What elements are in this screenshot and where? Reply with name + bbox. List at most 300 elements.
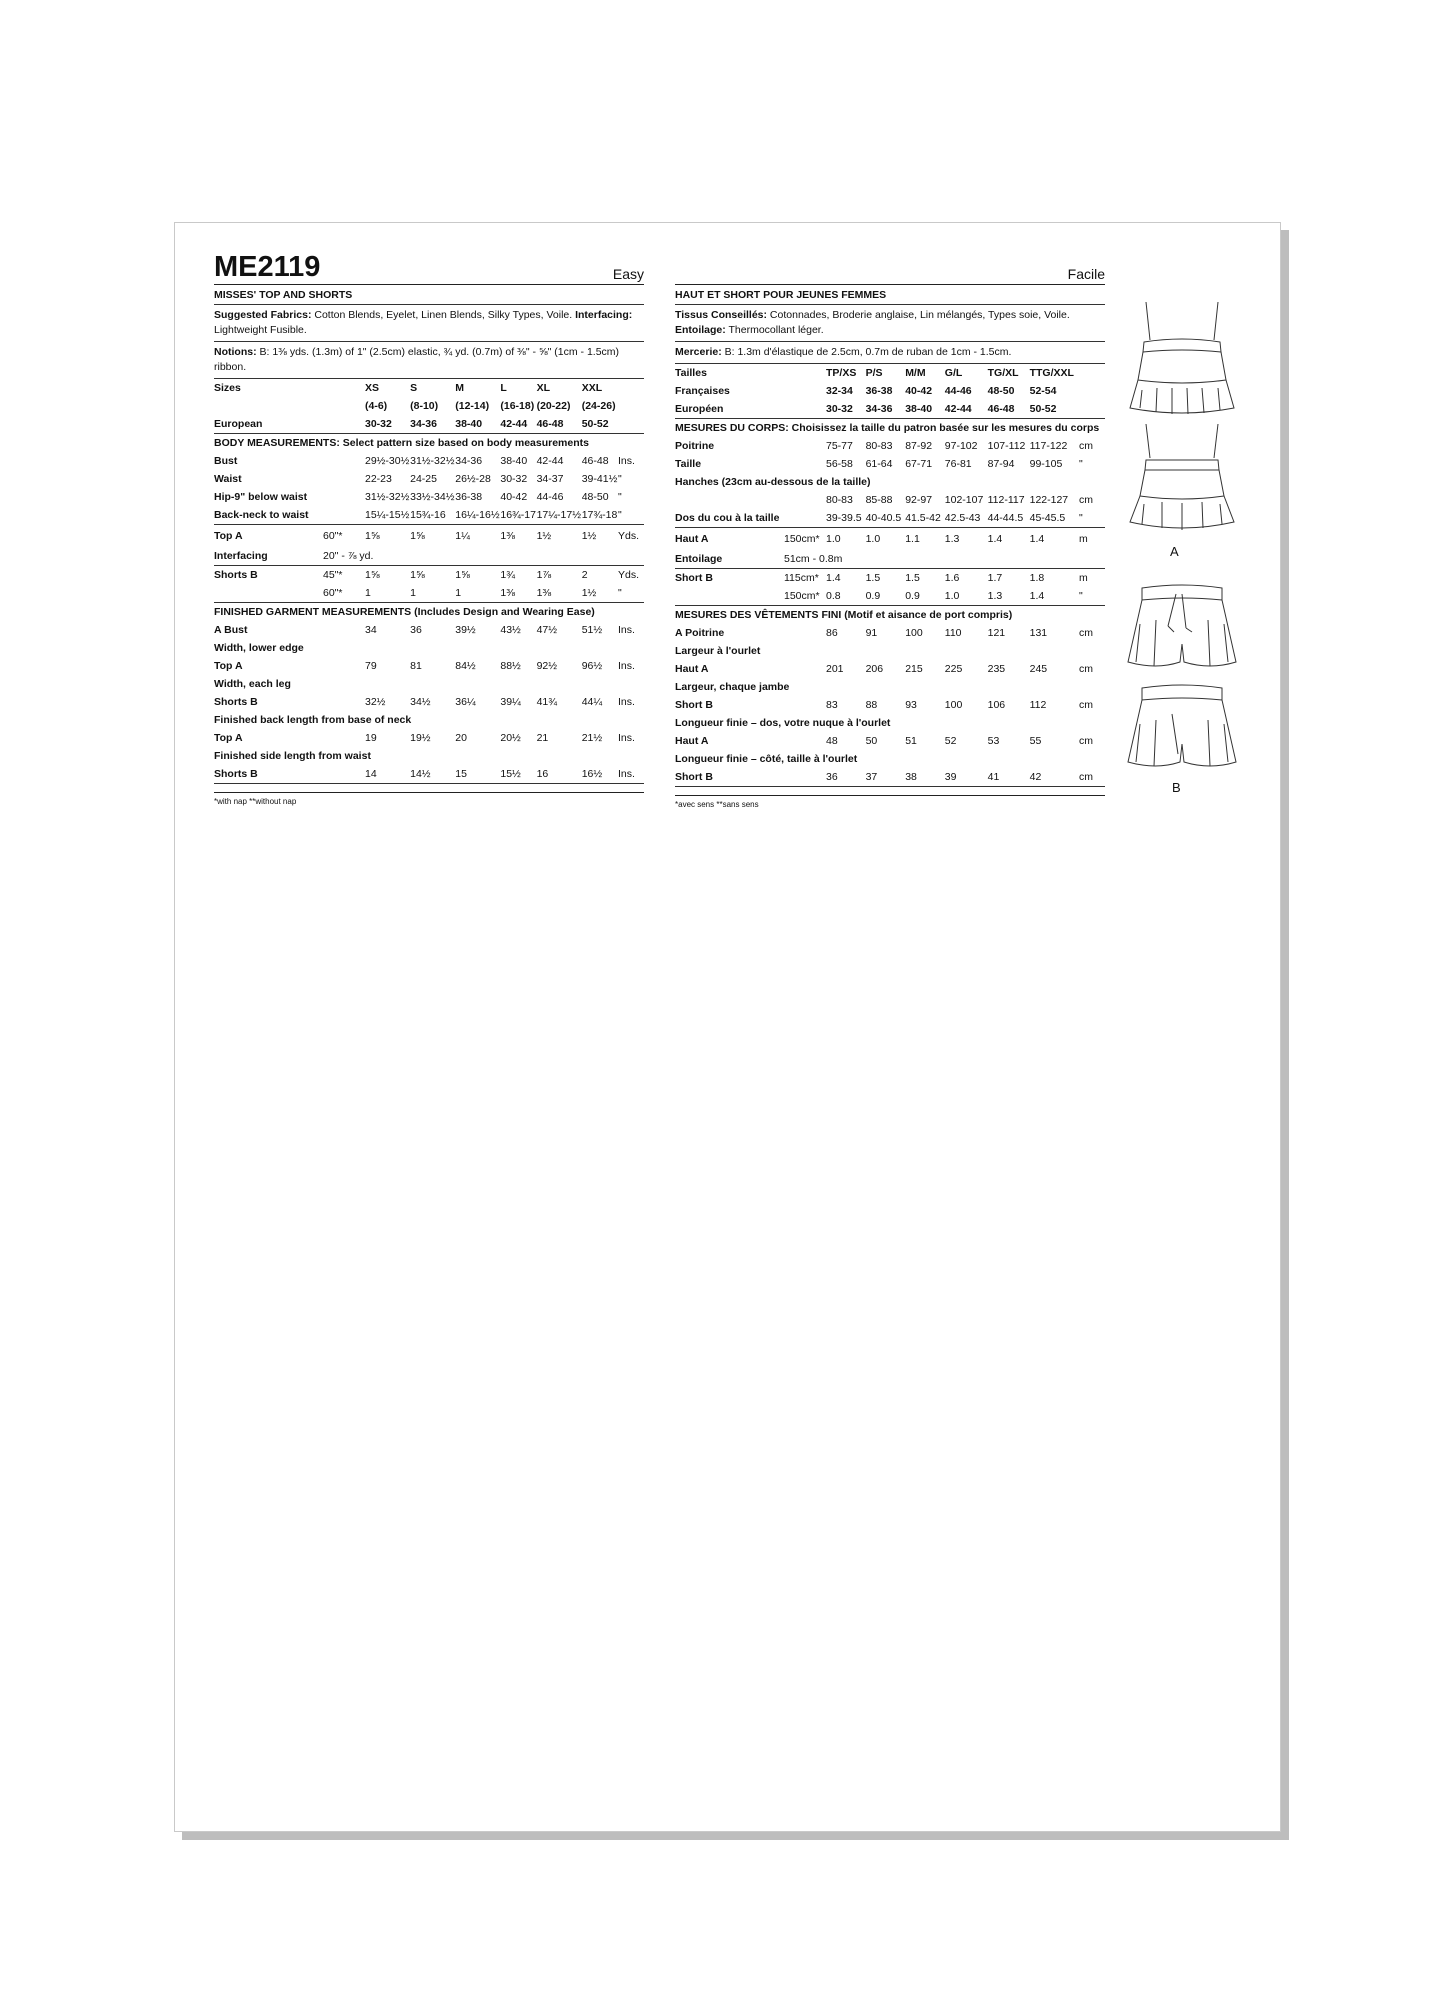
- row-label: Short B: [675, 571, 713, 584]
- yardage-row: [214, 525, 644, 547]
- row-label: Dos du cou à la taille: [675, 509, 784, 528]
- unit-label: cm: [1079, 768, 1105, 787]
- size-value: 26½-28: [455, 473, 491, 485]
- size-value: 24-25: [410, 473, 437, 485]
- size-value: 215: [905, 662, 923, 675]
- footnote: *with nap **without nap: [214, 792, 644, 806]
- size-value: 0.9: [866, 587, 906, 606]
- size-value: 15¼-15½: [365, 506, 410, 525]
- size-value: 61-64: [865, 458, 893, 470]
- size-value: 1⅜: [537, 584, 582, 603]
- sizes-row: [214, 379, 644, 397]
- interfacing-value: 51cm - 0.8m: [784, 550, 1105, 569]
- size-header: TP/XS: [826, 367, 857, 379]
- notions-label-fr: Mercerie:: [675, 346, 722, 358]
- size-value: 1⅝: [365, 568, 380, 581]
- view-a-illustrations: [1122, 300, 1242, 559]
- size-value: 44¼: [581, 695, 603, 708]
- size-value: 80-83: [826, 494, 853, 506]
- interfacing-text: Lightweight Fusible.: [214, 324, 307, 336]
- european-label: European: [214, 415, 323, 434]
- size-value: 1.5: [865, 571, 881, 584]
- size-number: (16-18): [500, 400, 535, 412]
- size-value: 39½: [455, 623, 476, 636]
- section-heading: [675, 419, 1105, 438]
- unit-label: ": [618, 506, 644, 525]
- size-value: 1½: [536, 529, 552, 542]
- row-label: Top A: [214, 529, 243, 542]
- unit-label: cm: [1079, 626, 1093, 639]
- european-size: 34-36: [410, 415, 455, 434]
- size-value: 1⅜: [500, 584, 536, 603]
- size-value: 21: [536, 731, 549, 744]
- measurement-heading: Width, lower edge: [214, 641, 304, 654]
- body-measurements-heading: BODY MEASUREMENTS: Select pattern size based on body measurements: [214, 437, 589, 449]
- fabric-width: [323, 470, 365, 488]
- size-value: 92-97: [905, 494, 933, 506]
- size-value: 85-88: [865, 494, 893, 506]
- size-number: 32-34: [826, 385, 853, 397]
- size-value: 47½: [536, 623, 558, 636]
- row-label: Poitrine: [675, 440, 715, 452]
- title-row-fr: [675, 250, 1105, 285]
- size-value: 14½: [410, 765, 455, 784]
- fabric-width: 60"*: [323, 584, 365, 603]
- spacer: [618, 379, 644, 397]
- measurement-heading: Finished side length from waist: [214, 749, 371, 762]
- title-row: [214, 250, 644, 285]
- size-value: 36: [410, 623, 422, 636]
- fabrics-label: Suggested Fabrics:: [214, 309, 312, 321]
- size-value: 39¼: [500, 695, 521, 708]
- measurement-heading-row: [675, 714, 1105, 732]
- fabric-width: [784, 437, 826, 455]
- row-label: Shorts B: [214, 765, 323, 784]
- spacer: [784, 400, 826, 419]
- size-value: 1.0: [865, 532, 881, 545]
- interfacing-row: [675, 550, 1105, 569]
- row-label: Waist: [214, 473, 242, 485]
- size-value: 1⅝: [455, 568, 470, 581]
- size-value: 122-127: [1029, 494, 1069, 506]
- row-label: [675, 587, 784, 606]
- size-value: 1.4: [826, 571, 841, 584]
- interfacing-label: Entoilage: [675, 550, 784, 569]
- size-value: 33½-34½: [410, 491, 455, 503]
- size-value: 48: [826, 734, 838, 747]
- size-value: 1.5: [905, 571, 920, 584]
- pattern-subtitle: MISSES' TOP AND SHORTS: [214, 285, 644, 305]
- european-size: 46-48: [537, 415, 582, 434]
- unit-label: ": [618, 491, 622, 503]
- size-number: 44-46: [944, 385, 972, 397]
- row-label: Back-neck to waist: [214, 506, 323, 525]
- size-value: 99-105: [1029, 458, 1063, 470]
- measurement-heading-row: [214, 747, 644, 765]
- size-value: 14: [365, 765, 410, 784]
- spacer: [618, 397, 644, 415]
- size-value: 117-122: [1029, 440, 1068, 452]
- size-value: 1.7: [987, 571, 1003, 584]
- size-value: 225: [944, 662, 963, 675]
- unit-label: Ins.: [618, 659, 635, 672]
- size-header: TTG/XXL: [1029, 367, 1074, 379]
- size-value: 48-50: [581, 491, 609, 503]
- size-value: 88½: [500, 659, 521, 672]
- sizes-label: Sizes: [214, 382, 241, 394]
- fabric-width: [323, 693, 365, 711]
- finished-row: [214, 765, 644, 784]
- size-value: 121: [987, 626, 1006, 639]
- row-label: Shorts B: [214, 695, 258, 708]
- size-number: (4-6): [365, 400, 388, 412]
- difficulty-level-fr: Facile: [1067, 266, 1105, 282]
- pattern-code: ME2119: [214, 251, 321, 283]
- unit-label: Yds.: [618, 568, 640, 581]
- row-label: Top A: [214, 731, 243, 744]
- size-value: 1.1: [905, 532, 920, 545]
- unit-label: Ins.: [618, 695, 635, 708]
- spacer: [618, 415, 644, 434]
- size-value: 106: [987, 698, 1006, 711]
- spacer: [1079, 400, 1105, 419]
- measurement-heading-row: [214, 675, 644, 693]
- size-value: 55: [1029, 734, 1042, 747]
- size-value: 87-92: [905, 440, 933, 452]
- size-header: L: [500, 382, 507, 394]
- size-value: 53: [987, 734, 1000, 747]
- size-value: 88: [865, 698, 878, 711]
- shorts-b-drawing: [1122, 584, 1242, 784]
- section-heading: [214, 602, 644, 621]
- size-value: 36-38: [455, 491, 483, 503]
- size-value: 1.4: [987, 532, 1003, 545]
- body-row: [675, 491, 1105, 509]
- fabric-width: [784, 696, 826, 714]
- row-label: Top A: [214, 659, 243, 672]
- size-value: 44-44.5: [988, 509, 1030, 528]
- size-value: 76-81: [944, 458, 972, 470]
- size-value: 56-58: [826, 458, 853, 470]
- sizes-row: [675, 364, 1105, 382]
- row-label: Haut A: [675, 734, 709, 747]
- size-value: 1.4: [1029, 532, 1045, 545]
- finished-row: [214, 729, 644, 747]
- size-value: 36¼: [455, 695, 476, 708]
- row-label: Haut A: [675, 532, 709, 545]
- spacer: [323, 379, 365, 397]
- top-a-drawing: [1122, 300, 1242, 540]
- size-value: 16¼-16½: [455, 506, 500, 525]
- size-numbers-row: [214, 397, 644, 415]
- row-label: Short B: [675, 698, 713, 711]
- size-value: 1: [410, 584, 455, 603]
- row-label: A Poitrine: [675, 626, 725, 639]
- size-number: 36-38: [865, 385, 893, 397]
- fabric-width: [784, 660, 826, 678]
- yardage-row: [214, 584, 644, 603]
- size-value: 110: [944, 626, 962, 639]
- size-value: 1.8: [1029, 571, 1045, 584]
- size-value: 131: [1029, 626, 1048, 639]
- notions-paragraph-fr: [675, 342, 1105, 364]
- size-value: 1: [365, 584, 410, 603]
- size-value: 20½: [500, 731, 521, 744]
- row-label: Shorts B: [214, 568, 258, 581]
- size-value: 21½: [581, 731, 603, 744]
- body-row: [675, 437, 1105, 455]
- unit-label: cm: [1079, 440, 1093, 452]
- european-size: 42-44: [500, 415, 536, 434]
- interfacing-row: [214, 547, 644, 566]
- yardage-row: [675, 587, 1105, 606]
- body-row: [675, 455, 1105, 473]
- unit-label: m: [1079, 571, 1088, 584]
- size-value: 1.6: [944, 571, 960, 584]
- european-size: 50-52: [1030, 400, 1079, 419]
- size-value: 102-107: [944, 494, 984, 506]
- size-value: 92½: [536, 659, 558, 672]
- size-value: 201: [826, 662, 844, 675]
- size-header: TG/XL: [987, 367, 1019, 379]
- finished-heading: MESURES DES VÊTEMENTS FINI (Motif et aisance de port compris): [675, 608, 1013, 621]
- size-value: 112-117: [987, 494, 1025, 506]
- yardage-row: [675, 568, 1105, 587]
- spacer: [784, 382, 826, 400]
- fabrics-paragraph-fr: [675, 305, 1105, 342]
- size-number: (8-10): [410, 400, 439, 412]
- fabrics-paragraph: [214, 305, 644, 342]
- finished-row: [214, 621, 644, 639]
- finished-row: [214, 657, 644, 675]
- fabric-width: [323, 765, 365, 784]
- body-row: [675, 509, 1105, 528]
- fabric-width: [323, 452, 365, 470]
- fabrics-text-fr: Cotonnades, Broderie anglaise, Lin mélangés, Types soie, Voile.: [767, 309, 1070, 321]
- finished-heading: FINISHED GARMENT MEASUREMENTS (Includes Design and Wearing Ease): [214, 605, 595, 618]
- unit-label: cm: [1079, 698, 1093, 711]
- unit-label: ": [1079, 587, 1105, 606]
- francaises-label: Françaises: [675, 385, 730, 397]
- size-value: 16½: [582, 765, 618, 784]
- measurement-heading: Largeur, chaque jambe: [675, 680, 790, 693]
- size-value: 83: [826, 698, 838, 711]
- size-value: 15: [455, 765, 500, 784]
- size-value: 81: [410, 659, 422, 672]
- size-value: 1½: [582, 584, 618, 603]
- size-value: 80-83: [865, 440, 893, 452]
- size-header: XL: [536, 382, 551, 394]
- fr-size-table: [675, 364, 1105, 787]
- section-heading: [675, 605, 1105, 624]
- size-value: 1⅞: [536, 568, 552, 581]
- size-value: 1¾: [500, 568, 515, 581]
- fabric-width: [784, 768, 826, 787]
- size-value: 41.5-42: [905, 509, 945, 528]
- finished-row: [675, 768, 1105, 787]
- size-value: 17¾-18: [582, 506, 618, 525]
- finished-row: [675, 624, 1105, 642]
- size-number: (20-22): [536, 400, 571, 412]
- size-value: 31½-32½: [410, 455, 455, 467]
- size-header: M/M: [905, 367, 926, 379]
- french-column: [675, 250, 1105, 809]
- size-value: 36: [826, 768, 866, 787]
- unit-label: Ins.: [618, 765, 644, 784]
- fabric-width: [323, 621, 365, 639]
- size-value: 67-71: [905, 458, 933, 470]
- unit-label: ": [618, 473, 622, 485]
- size-number: 52-54: [1029, 385, 1057, 397]
- european-size: 38-40: [905, 400, 945, 419]
- unit-label: Ins.: [618, 623, 635, 636]
- size-value: 0.8: [826, 587, 866, 606]
- notions-label: Notions:: [214, 346, 257, 358]
- size-value: 112: [1029, 698, 1047, 711]
- interfacing-text-fr: Thermocollant léger.: [725, 324, 824, 336]
- size-value: 45-45.5: [1030, 509, 1079, 528]
- section-heading: [214, 434, 644, 453]
- yardage-row: [214, 565, 644, 584]
- sizes-label: Tailles: [675, 367, 707, 379]
- row-label: Haut A: [675, 662, 709, 675]
- measurement-heading-row: [214, 711, 644, 729]
- european-size: 30-32: [365, 415, 410, 434]
- size-value: 46-48: [581, 455, 609, 467]
- size-value: 2: [581, 568, 588, 581]
- spacer: [1079, 382, 1105, 400]
- size-value: 42.5-43: [945, 509, 988, 528]
- measurement-heading-row: [675, 642, 1105, 660]
- size-value: 41¾: [536, 695, 558, 708]
- spacer: [214, 397, 323, 415]
- row-label: Hip-9" below waist: [214, 491, 308, 503]
- row-label: Short B: [675, 768, 784, 787]
- size-value: 38-40: [500, 455, 528, 467]
- body-row: [214, 452, 644, 470]
- size-value: 1½: [581, 529, 597, 542]
- size-header: XXL: [581, 382, 603, 394]
- size-value: 40-42: [500, 491, 528, 503]
- body-row: [214, 488, 644, 506]
- spacer: [323, 397, 365, 415]
- hanches-label: Hanches (23cm au-dessous de la taille): [675, 476, 871, 488]
- size-header: S: [410, 382, 418, 394]
- fabric-width: 115cm*: [784, 571, 819, 584]
- size-value: 31½-32½: [365, 491, 410, 503]
- size-value: 245: [1029, 662, 1048, 675]
- finished-row: [675, 660, 1105, 678]
- fabrics-text: Cotton Blends, Eyelet, Linen Blends, Silky Types, Voile.: [311, 309, 576, 321]
- fabric-width: 150cm*: [784, 532, 820, 545]
- size-value: 34-36: [455, 455, 483, 467]
- size-value: 34-37: [536, 473, 564, 485]
- body-row: [675, 473, 1105, 491]
- size-value: 15½: [500, 765, 536, 784]
- size-value: 51½: [581, 623, 603, 636]
- size-value: 40-40.5: [866, 509, 906, 528]
- measurement-heading: Finished back length from base of neck: [214, 713, 412, 726]
- size-value: 1¼: [455, 529, 470, 542]
- finished-row: [675, 696, 1105, 714]
- spacer: [784, 491, 826, 509]
- notions-text: B: 1⅜ yds. (1.3m) of 1" (2.5cm) elastic, ¾ yd. (0.7m) of ⅜" - ⅝" (1cm - 1.5cm) ribbon.: [214, 346, 620, 373]
- measurement-heading: Largeur à l'ourlet: [675, 644, 761, 657]
- size-value: 1.4: [1030, 587, 1079, 606]
- size-header: M: [455, 382, 464, 394]
- size-value: 235: [987, 662, 1006, 675]
- european-size: 38-40: [455, 415, 500, 434]
- fabric-width: [323, 729, 365, 747]
- size-value: 32½: [365, 695, 386, 708]
- size-number: (12-14): [455, 400, 490, 412]
- size-value: 206: [865, 662, 884, 675]
- size-value: 37: [866, 768, 906, 787]
- interfacing-label-fr: Entoilage:: [675, 324, 726, 336]
- spacer: [675, 491, 784, 509]
- fabric-width: [784, 509, 826, 528]
- fabric-width: 60"*: [323, 529, 343, 542]
- size-number: (24-26): [581, 400, 616, 412]
- difficulty-level: Easy: [612, 266, 644, 282]
- european-row: [675, 400, 1105, 419]
- unit-label: ": [1079, 458, 1083, 470]
- yardage-row: [675, 528, 1105, 550]
- size-value: 22-23: [365, 473, 392, 485]
- size-value: 42-44: [536, 455, 564, 467]
- size-value: 44-46: [536, 491, 564, 503]
- unit-label: cm: [1079, 662, 1093, 675]
- interfacing-label: Interfacing:: [575, 309, 633, 321]
- size-value: 0.9: [905, 587, 945, 606]
- size-value: 30-32: [500, 473, 528, 485]
- size-value: 20: [455, 731, 467, 744]
- interfacing-value: 20" - ⅞ yd.: [323, 547, 644, 566]
- size-value: 1.3: [944, 532, 960, 545]
- size-header: XS: [365, 382, 380, 394]
- size-value: 34½: [410, 695, 431, 708]
- row-label: A Bust: [214, 623, 248, 636]
- view-b-label: B: [1172, 780, 1181, 795]
- fabric-width: [323, 657, 365, 675]
- fabric-width: [784, 732, 826, 750]
- size-value: 15¾-16: [410, 506, 455, 525]
- size-value: 1.0: [826, 532, 841, 545]
- size-value: 1⅝: [410, 529, 425, 542]
- european-size: 46-48: [988, 400, 1030, 419]
- size-value: 29½-30½: [365, 455, 410, 467]
- unit-label: cm: [1079, 734, 1093, 747]
- size-value: 1: [455, 584, 500, 603]
- unit-label: ": [1079, 509, 1105, 528]
- size-value: 1⅝: [365, 529, 380, 542]
- measurement-heading: Longueur finie – dos, votre nuque à l'ourlet: [675, 716, 891, 729]
- size-value: 1⅝: [410, 568, 425, 581]
- view-a-label: A: [1170, 544, 1179, 559]
- size-value: 75-77: [826, 440, 853, 452]
- size-value: 51: [905, 734, 917, 747]
- notions-paragraph: [214, 342, 644, 379]
- body-row: [214, 470, 644, 488]
- fabric-width: 150cm*: [784, 587, 826, 606]
- body-row: [214, 506, 644, 525]
- size-value: 16¾-17: [500, 506, 536, 525]
- spacer: [1079, 364, 1105, 382]
- european-row: [214, 415, 644, 434]
- row-label: Bust: [214, 455, 238, 467]
- body-measurements-heading: MESURES DU CORPS: Choisissez la taille du patron basée sur les mesures du corps: [675, 422, 1100, 434]
- size-value: 87-94: [987, 458, 1015, 470]
